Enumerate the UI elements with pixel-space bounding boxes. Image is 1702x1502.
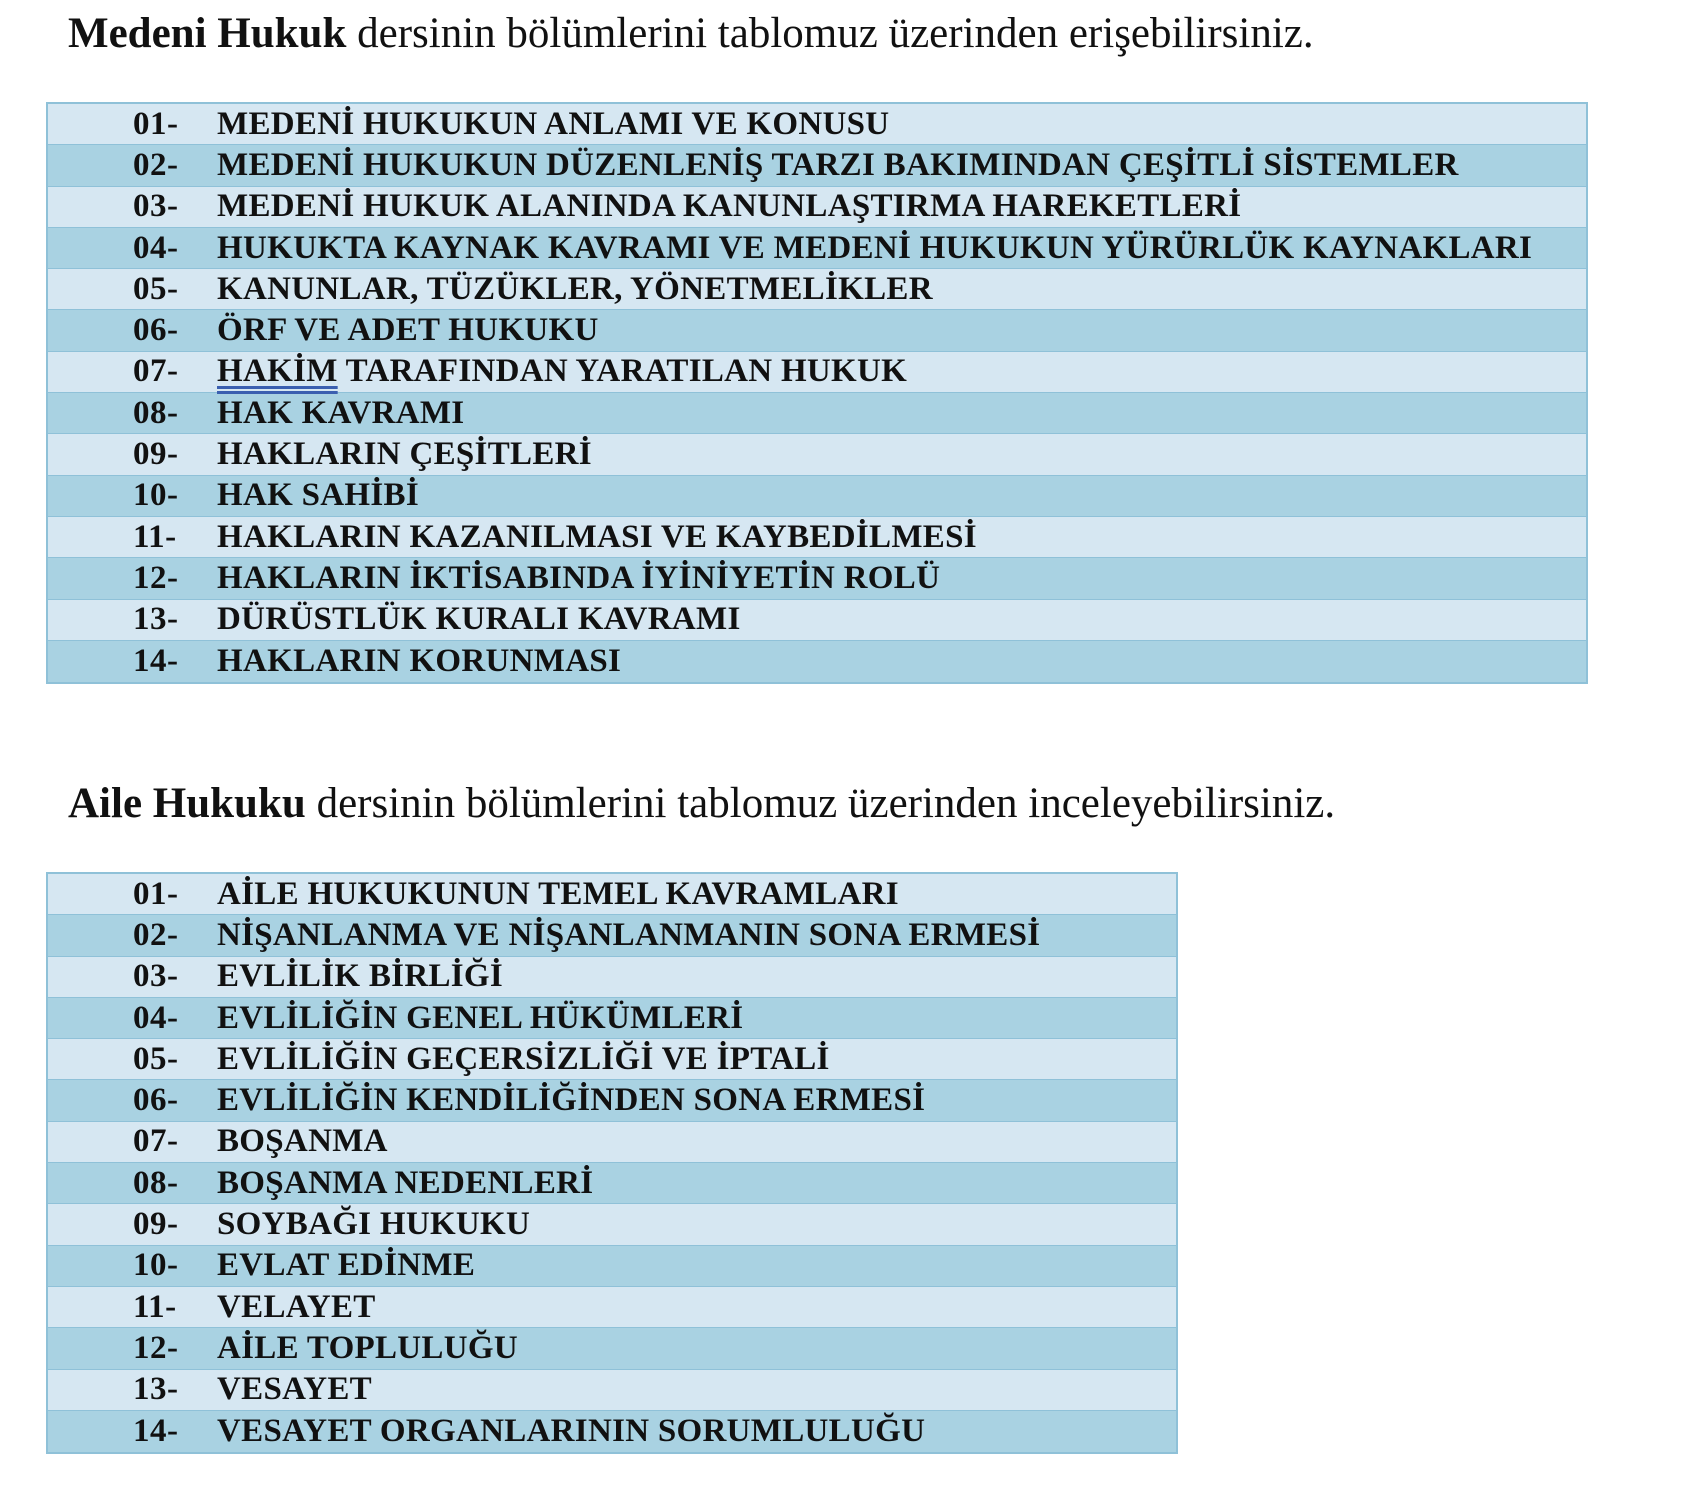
chapter-title: VESAYET ORGANLARININ SORUMLULUĞU: [217, 1413, 926, 1449]
chapter-row[interactable]: [48, 998, 1176, 1039]
chapter-title: HAKLARIN KORUNMASI: [217, 643, 622, 679]
chapter-title: KANUNLAR, TÜZÜKLER, YÖNETMELİKLER: [217, 270, 933, 307]
chapter-row[interactable]: [48, 1122, 1176, 1163]
aile-hukuku-intro: [68, 778, 1335, 830]
chapter-number: 14-: [133, 643, 179, 679]
chapter-number: 01-: [133, 875, 179, 912]
chapter-number: 07-: [133, 353, 179, 390]
chapter-number: 05-: [133, 1040, 179, 1077]
chapter-title-rest: TARAFINDAN YARATILAN HUKUK: [337, 353, 908, 390]
chapter-row[interactable]: [48, 434, 1586, 475]
chapter-title: DÜRÜSTLÜK KURALI KAVRAMI: [217, 601, 741, 638]
chapter-title: NİŞANLANMA VE NİŞANLANMANIN SONA ERMESİ: [217, 916, 1041, 953]
chapter-number: 12-: [133, 559, 179, 596]
chapter-row[interactable]: [48, 104, 1586, 145]
chapter-row[interactable]: [48, 558, 1586, 599]
chapter-row[interactable]: [48, 1328, 1176, 1369]
chapter-number: 04-: [133, 999, 179, 1036]
chapter-row[interactable]: [48, 352, 1586, 393]
chapter-title: HAKLARIN İKTİSABINDA İYİNİYETİN ROLÜ: [217, 559, 941, 596]
chapter-title: HAKLARIN KAZANILMASI VE KAYBEDİLMESİ: [217, 518, 977, 555]
chapter-row[interactable]: [48, 228, 1586, 269]
chapter-number: 08-: [133, 394, 179, 431]
chapter-row[interactable]: [48, 1287, 1176, 1328]
chapter-number: 02-: [133, 146, 179, 183]
chapter-title: EVLAT EDİNME: [217, 1247, 476, 1284]
chapter-number: 03-: [133, 188, 179, 225]
chapter-title: EVLİLİK BİRLİĞİ: [217, 958, 504, 995]
chapter-title: HAKLARIN ÇEŞİTLERİ: [217, 436, 592, 473]
chapter-row[interactable]: [48, 1204, 1176, 1245]
chapter-row[interactable]: [48, 310, 1586, 351]
spellcheck-underlined-word: HAKİM: [217, 353, 338, 390]
chapter-number: 11-: [133, 1288, 177, 1325]
chapter-title: SOYBAĞI HUKUKU: [217, 1206, 531, 1243]
medeni-hukuk-intro: [68, 8, 1314, 60]
chapter-row[interactable]: [48, 915, 1176, 956]
aile-hukuku-chapter-table: [46, 872, 1178, 1454]
chapter-row[interactable]: [48, 600, 1586, 641]
intro-text: dersinin bölümlerini tablomuz üzerinden erişebilirsiniz.: [346, 10, 1314, 57]
chapter-number: 13-: [133, 1371, 179, 1408]
chapter-title: AİLE HUKUKUNUN TEMEL KAVRAMLARI: [217, 875, 899, 912]
chapter-title: EVLİLİĞİN GEÇERSİZLİĞİ VE İPTALİ: [217, 1040, 830, 1077]
chapter-title: [217, 353, 907, 390]
medeni-hukuk-chapter-table: [46, 102, 1588, 684]
chapter-number: 06-: [133, 1082, 179, 1119]
chapter-row[interactable]: [48, 1370, 1176, 1411]
chapter-title: EVLİLİĞİN GENEL HÜKÜMLERİ: [217, 999, 744, 1036]
chapter-row[interactable]: [48, 1163, 1176, 1204]
chapter-row[interactable]: [48, 187, 1586, 228]
chapter-row[interactable]: [48, 1080, 1176, 1121]
chapter-number: 13-: [133, 601, 179, 638]
chapter-title: BOŞANMA: [217, 1123, 388, 1160]
course-name: Aile Hukuku: [68, 780, 306, 827]
chapter-number: 10-: [133, 477, 179, 514]
chapter-title: VELAYET: [217, 1288, 376, 1325]
chapter-number: 07-: [133, 1123, 179, 1160]
chapter-row[interactable]: [48, 957, 1176, 998]
chapter-number: 03-: [133, 958, 179, 995]
chapter-row[interactable]: [48, 145, 1586, 186]
chapter-number: 02-: [133, 916, 179, 953]
chapter-number: 04-: [133, 229, 179, 266]
chapter-row[interactable]: [48, 1411, 1176, 1452]
intro-text: dersinin bölümlerini tablomuz üzerinden inceleyebilirsiniz.: [305, 780, 1336, 827]
chapter-row[interactable]: [48, 476, 1586, 517]
chapter-number: 11-: [133, 518, 177, 555]
chapter-title: ÖRF VE ADET HUKUKU: [217, 312, 599, 349]
chapter-title: BOŞANMA NEDENLERİ: [217, 1164, 594, 1201]
chapter-number: 09-: [133, 436, 179, 473]
chapter-number: 14-: [133, 1413, 179, 1449]
chapter-row[interactable]: [48, 517, 1586, 558]
chapter-title: MEDENİ HUKUKUN ANLAMI VE KONUSU: [217, 105, 890, 142]
chapter-row[interactable]: [48, 393, 1586, 434]
chapter-title: HUKUKTA KAYNAK KAVRAMI VE MEDENİ HUKUKUN YÜRÜRLÜK KAYNAKLARI: [217, 229, 1533, 266]
chapter-title: EVLİLİĞİN KENDİLİĞİNDEN SONA ERMESİ: [217, 1082, 926, 1119]
chapter-row[interactable]: [48, 1039, 1176, 1080]
chapter-number: 06-: [133, 312, 179, 349]
chapter-row[interactable]: [48, 269, 1586, 310]
chapter-number: 12-: [133, 1329, 179, 1366]
chapter-title: AİLE TOPLULUĞU: [217, 1329, 518, 1366]
course-name: Medeni Hukuk: [68, 10, 347, 57]
chapter-number: 08-: [133, 1164, 179, 1201]
chapter-title: MEDENİ HUKUKUN DÜZENLENİŞ TARZI BAKIMINDAN ÇEŞİTLİ SİSTEMLER: [217, 146, 1459, 183]
chapter-row[interactable]: [48, 641, 1586, 682]
chapter-title: VESAYET: [217, 1371, 372, 1408]
chapter-title: HAK SAHİBİ: [217, 477, 419, 514]
chapter-number: 05-: [133, 270, 179, 307]
chapter-title: HAK KAVRAMI: [217, 394, 465, 431]
chapter-row[interactable]: [48, 1246, 1176, 1287]
chapter-row[interactable]: [48, 874, 1176, 915]
chapter-number: 10-: [133, 1247, 179, 1284]
chapter-title: MEDENİ HUKUK ALANINDA KANUNLAŞTIRMA HAREKETLERİ: [217, 188, 1242, 225]
chapter-number: 09-: [133, 1206, 179, 1243]
chapter-number: 01-: [133, 105, 179, 142]
